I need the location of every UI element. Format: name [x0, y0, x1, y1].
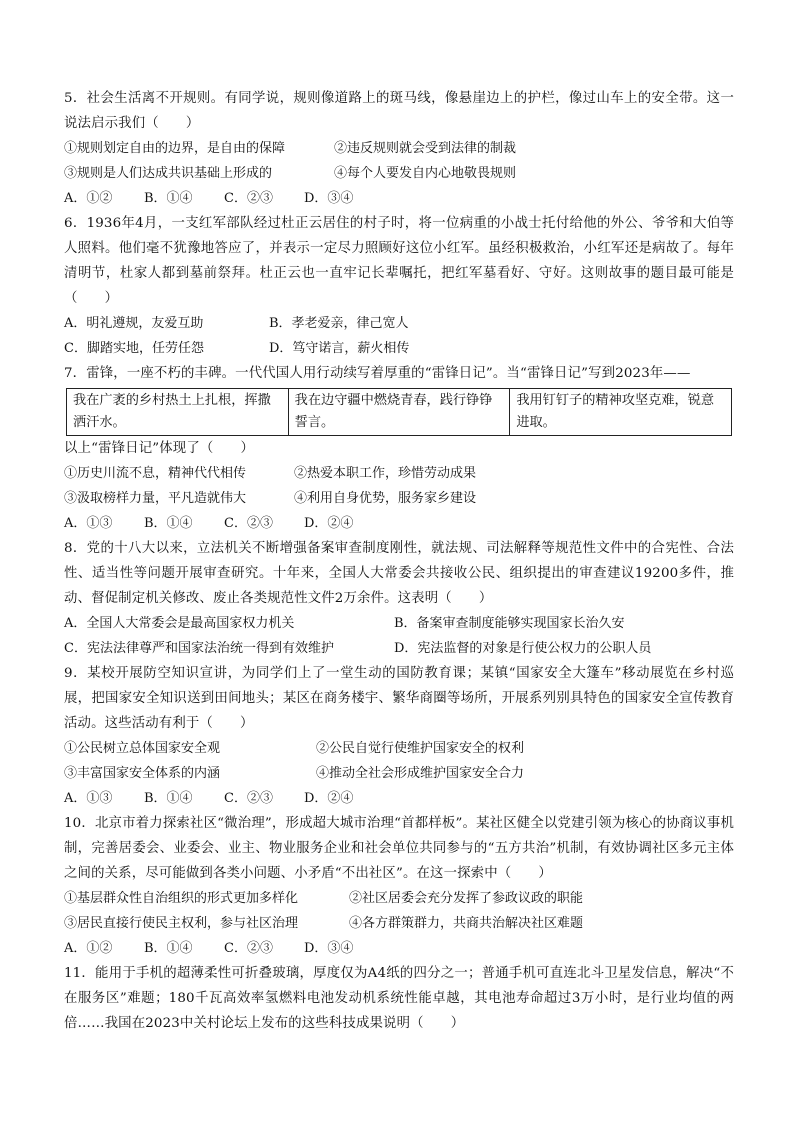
choice: C．②③: [224, 516, 273, 531]
option-row: [64, 886, 734, 911]
statement: ①规则划定自由的边界，是自由的保障: [64, 141, 286, 156]
statement: ③居民直接行使民主权利，参与社区治理: [64, 916, 299, 931]
question-6: [64, 211, 734, 361]
question-stem: 11．能用于手机的超薄柔性可折叠玻璃，厚度仅为A4纸的四分之一；普通手机可直连北斗卫星发信息，解决“不在服务区”难题；180千瓦高效率氢燃料电池发动机系统性能卓越，其电池寿命超过3万小时，是行业均值的两倍……我国在2023中关村论坛上发布的这些科技成果说明（ ）: [64, 966, 734, 1031]
statement: ③汲取榜样力量，平凡造就伟大: [64, 491, 247, 506]
option-row: [64, 761, 734, 786]
statement: ②热爱本职工作，珍惜劳动成果: [294, 466, 477, 481]
statement: ②公民自觉行使维护国家安全的权利: [316, 741, 525, 756]
option-row: [64, 161, 734, 186]
choice: B．①④: [144, 191, 193, 206]
choice: A．明礼遵规，友爱互助: [64, 316, 204, 331]
choice: A．①②: [64, 941, 113, 956]
statement: ③丰富国家安全体系的内涵: [64, 766, 221, 781]
table-cell: 我在广袤的乡村热土上扎根，挥撒洒汗水。: [67, 389, 289, 436]
choice-row: [64, 186, 734, 211]
choice: B．①④: [144, 516, 193, 531]
choice: A．①③: [64, 516, 113, 531]
question-stem: 8．党的十八大以来，立法机关不断增强备案审查制度刚性，就法规、司法解释等规范性文件中的合宪性、合法性、适当性等问题开展审查研究。十年来，全国人大常委会共接收公民、组织提出的审查建议19200多件，推动、督促制定机关修改、废止各类规范性文件2万余件。这表明（ ）: [64, 541, 734, 606]
question-11: [64, 961, 734, 1036]
choice: A．全国人大常委会是最高国家权力机关: [64, 616, 295, 631]
option-row: [64, 461, 734, 486]
choice-row: [64, 511, 734, 536]
choice-row: [64, 636, 734, 661]
statement: ①公民树立总体国家安全观: [64, 741, 221, 756]
choice: C．②③: [224, 941, 273, 956]
choice: C．脚踏实地，任劳任怨: [64, 341, 204, 356]
statement: ①基层群众性自治组织的形式更加多样化: [64, 891, 299, 906]
statement: ④利用自身优势，服务家乡建设: [294, 491, 477, 506]
choice-row: [64, 611, 734, 636]
choice-row: [64, 786, 734, 811]
question-prompt: 以上“雷锋日记”体现了（ ）: [64, 441, 255, 456]
diary-table: [66, 388, 732, 436]
statement: ③规则是人们达成共识基础上形成的: [64, 166, 273, 181]
question-10: [64, 811, 734, 961]
choice: A．①③: [64, 791, 113, 806]
question-7: [64, 361, 734, 536]
statement: ②违反规则就会受到法律的制裁: [334, 141, 517, 156]
choice: B．①④: [144, 791, 193, 806]
statement: ④推动全社会形成维护国家安全合力: [316, 766, 525, 781]
statement: ④各方群策群力，共商共治解决社区难题: [349, 916, 584, 931]
option-row: [64, 736, 734, 761]
choice: D．③④: [304, 191, 354, 206]
table-cell: 我在边守疆中燃烧青春，践行铮铮誓言。: [288, 389, 510, 436]
choice: C．②③: [224, 791, 273, 806]
statement: ②社区居委会充分发挥了参政议政的职能: [349, 891, 584, 906]
choice: D．②④: [304, 791, 354, 806]
choice-row: [64, 936, 734, 961]
table-cell: 我用钉钉子的精神攻坚克难，锐意进取。: [510, 389, 732, 436]
exam-page: [64, 86, 734, 1036]
choice-row: [64, 311, 734, 336]
choice: C．②③: [224, 191, 273, 206]
option-row: [64, 911, 734, 936]
statement: ④每个人要发自内心地敬畏规则: [334, 166, 517, 181]
question-stem: 6．1936年4月，一支红军部队经过杜正云居住的村子时，将一位病重的小战士托付给他的外公、爷爷和大伯等人照料。他们毫不犹豫地答应了，并表示一定尽力照顾好这位小红军。虽经积极救治，小红军还是病故了。每年清明节，杜家人都到墓前祭拜。杜正云也一直牢记长辈嘱托，把红军墓看好、守好。这则故事的题目最可能是（ ）: [64, 216, 734, 306]
question-9: [64, 661, 734, 811]
choice: D．宪法监督的对象是行使公权力的公职人员: [394, 641, 652, 656]
choice: B．孝老爱亲，律己宽人: [269, 316, 409, 331]
choice: A．①②: [64, 191, 113, 206]
statement: ①历史川流不息，精神代代相传: [64, 466, 247, 481]
question-stem: 10．北京市着力探索社区“微治理”，形成超大城市治理“首都样板”。某社区健全以党建引领为核心的协商议事机制，完善居委会、业委会、业主、物业服务企业和社会单位共同参与的“五方共治”机制，有效协调社区多元主体之间的关系，尽可能做到各类小问题、小矛盾“不出社区”。在这一探索中（ ）: [64, 816, 734, 881]
choice: C．宪法法律尊严和国家法治统一得到有效维护: [64, 641, 334, 656]
choice-row: [64, 336, 734, 361]
question-stem: 7．雷锋，一座不朽的丰碑。一代代国人用行动续写着厚重的“雷锋日记”。当“雷锋日记”写到2023年——: [64, 366, 691, 381]
choice: B．备案审查制度能够实现国家长治久安: [394, 616, 625, 631]
choice: D．笃守诺言，薪火相传: [269, 341, 410, 356]
choice: B．①④: [144, 941, 193, 956]
table-row: [67, 389, 732, 436]
question-5: [64, 86, 734, 211]
question-stem: 9．某校开展防空知识宣讲，为同学们上了一堂生动的国防教育课；某镇“国家安全大篷车”移动展览在乡村巡展，把国家安全知识送到田间地头；某区在商务楼宇、繁华商圈等场所，开展系列别具特色的国家安全宣传教育活动。这些活动有利于（ ）: [64, 666, 734, 731]
choice: D．③④: [304, 941, 354, 956]
question-stem: 5．社会生活离不开规则。有同学说，规则像道路上的斑马线，像悬崖边上的护栏，像过山车上的安全带。这一说法启示我们（ ）: [64, 91, 734, 131]
option-row: [64, 486, 734, 511]
option-row: [64, 136, 734, 161]
choice: D．②④: [304, 516, 354, 531]
question-8: [64, 536, 734, 661]
